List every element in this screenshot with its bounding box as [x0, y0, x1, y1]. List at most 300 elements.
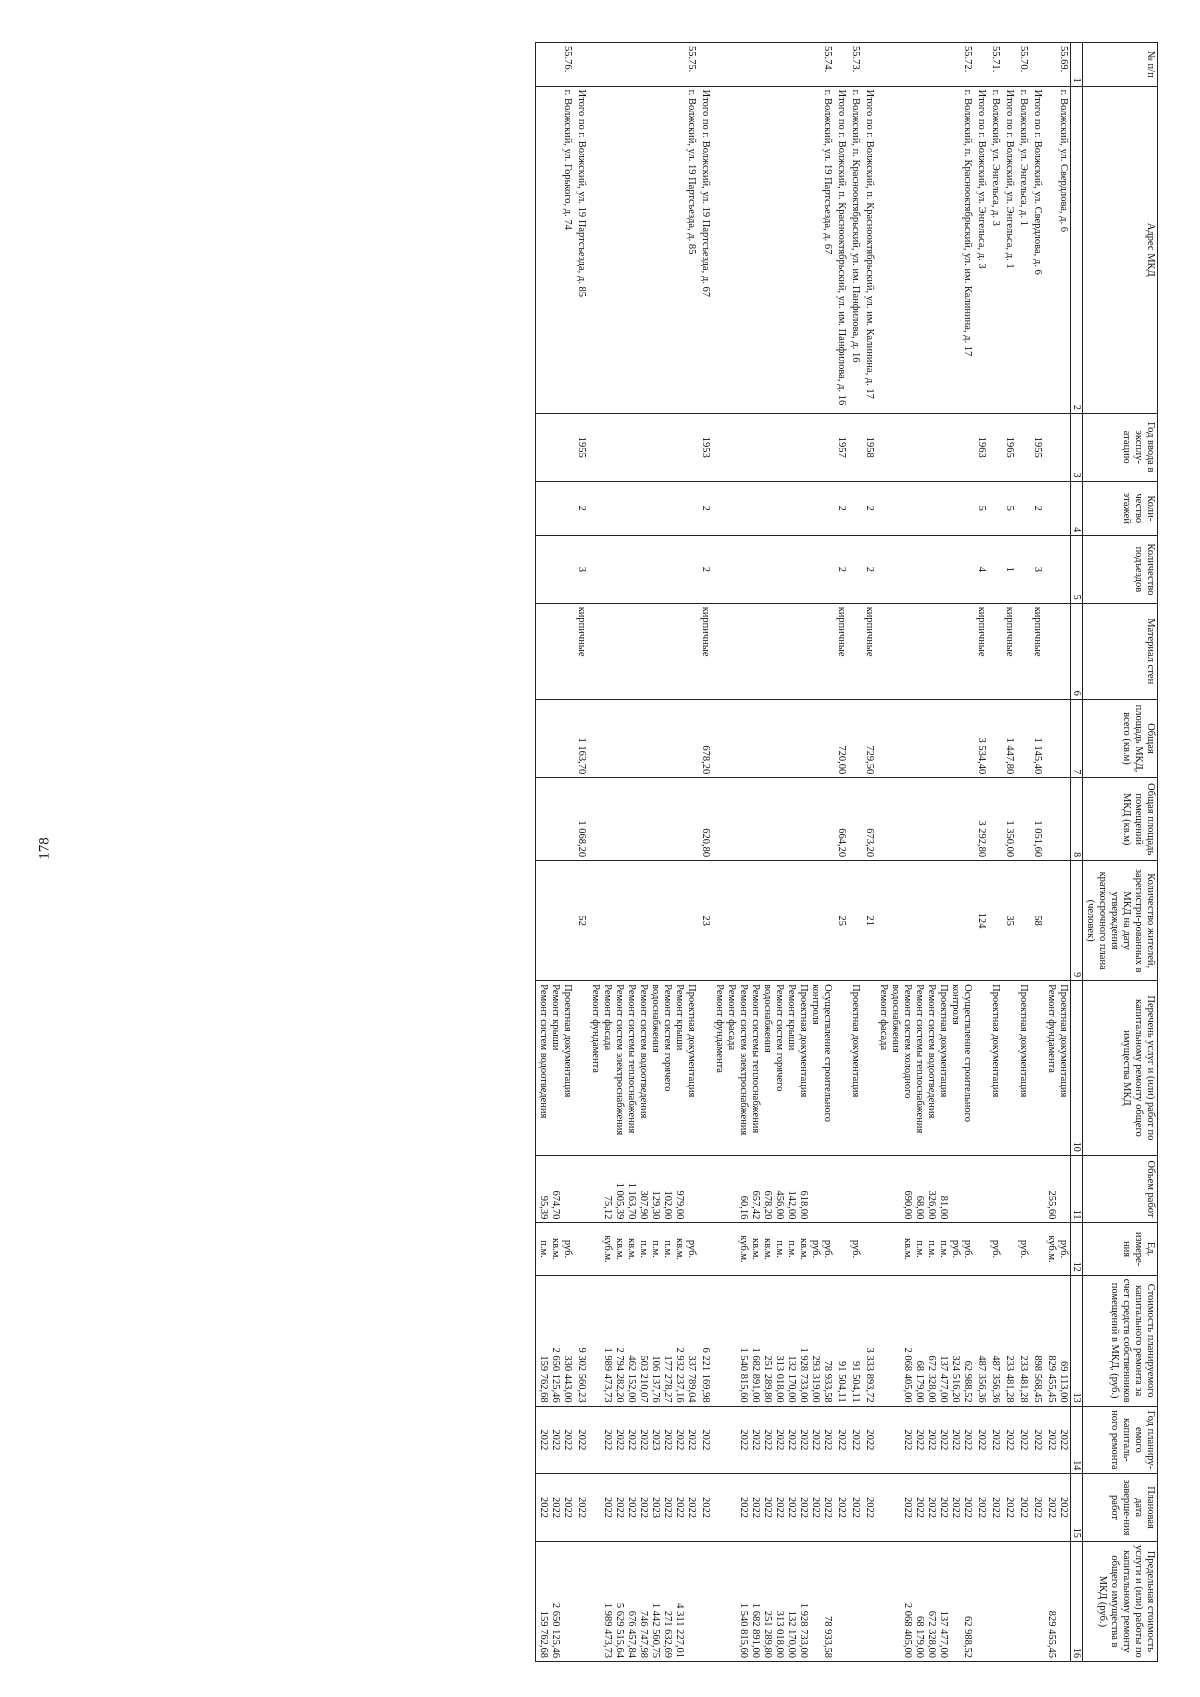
address-line: г. Волжский, ул. Энгельса, д. 3: [990, 89, 1001, 226]
works-list-line: Ремонт систем водоотведения: [538, 984, 549, 1119]
commission-year: 1953: [698, 413, 712, 481]
work-volume-line: 618,00: [798, 1190, 809, 1220]
row-number: [862, 43, 876, 87]
limit-cost-line: [1057, 1545, 1069, 1658]
completion-date-line: 2022: [626, 1497, 637, 1519]
completion-date-line: 2022: [938, 1497, 949, 1519]
work-volume: [876, 1155, 974, 1223]
total-area: 3 534,40: [974, 699, 988, 778]
row-number: 55.71.: [988, 43, 1002, 87]
planned-year: [876, 1406, 974, 1474]
limit-cost-line: 137 477,00: [938, 1610, 949, 1658]
rooms-area: 673,20: [862, 778, 876, 861]
address: [834, 86, 848, 413]
residents: 23: [698, 861, 712, 981]
unit-line: руб.: [810, 1239, 821, 1259]
work-volume-line: 979,00: [674, 1190, 685, 1220]
unit-line: кв.м.: [798, 1238, 809, 1260]
work-volume-line: [961, 1159, 973, 1220]
planned-year: [1016, 1406, 1030, 1474]
work-volume-line: 326,00: [926, 1190, 937, 1220]
planned-year: [588, 1406, 698, 1474]
limit-cost: [698, 1541, 712, 1661]
planned-year-line: 2022: [976, 1429, 987, 1451]
work-volume-line: 674,70: [550, 1190, 561, 1220]
work-volume: [974, 1155, 988, 1223]
address: [1044, 86, 1071, 413]
address: [988, 86, 1002, 413]
column-number: 14: [1071, 1406, 1083, 1474]
completion-date: [712, 1474, 834, 1542]
residents: [712, 861, 834, 981]
completion-date: [848, 1474, 862, 1542]
completion-date: [1016, 1474, 1030, 1542]
work-volume: [1002, 1155, 1016, 1223]
commission-year: [1016, 413, 1030, 481]
planned-year-line: 2022: [762, 1429, 773, 1451]
work-volume: [698, 1155, 712, 1223]
residents: 52: [574, 861, 588, 981]
column-number: 12: [1071, 1223, 1083, 1275]
work-volume-line: [949, 1159, 961, 1220]
completion-date: [536, 1474, 575, 1542]
planned-cost-line: 829 455,45: [1046, 1355, 1057, 1403]
limit-cost-line: 5 629 515,64: [614, 1602, 625, 1658]
total-area: 678,20: [698, 699, 712, 778]
wall-material: кирпичные: [1030, 603, 1044, 699]
unit-line: кв.м.: [750, 1238, 761, 1260]
planned-cost-line: 132 170,00: [786, 1355, 797, 1403]
limit-cost: [1016, 1541, 1030, 1661]
limit-cost-line: [1017, 1545, 1029, 1658]
unit: [834, 1223, 848, 1275]
planned-year-line: 2022: [638, 1429, 649, 1451]
rooms-area: [1016, 778, 1030, 861]
address: [1002, 86, 1016, 413]
unit-line: п.м.: [786, 1240, 797, 1258]
planned-cost-line: 1 682 891,00: [750, 1347, 761, 1403]
planned-cost-line: 69 113,00: [1058, 1360, 1069, 1403]
total-area: [536, 699, 575, 778]
planned-cost-line: 2 794 282,20: [614, 1347, 625, 1403]
rooms-area: [988, 778, 1002, 861]
work-volume-line: 81,00: [938, 1195, 949, 1220]
total-area: 729,50: [862, 699, 876, 778]
unit-line: п.м.: [926, 1240, 937, 1258]
planned-cost-line: 487 356,36: [976, 1355, 987, 1403]
planned-cost-line: 251 289,80: [762, 1355, 773, 1403]
completion-date: [698, 1474, 712, 1542]
planned-year: [848, 1406, 862, 1474]
completion-date: [1044, 1474, 1071, 1542]
limit-cost-line: 4 311 227,01: [674, 1603, 685, 1658]
completion-date-line: 2022: [1004, 1497, 1015, 1519]
column-header: Материал стен: [1083, 603, 1158, 699]
completion-date-line: 2022: [962, 1497, 973, 1519]
work-volume-line: [685, 1159, 697, 1220]
floors: [1016, 481, 1030, 536]
completion-date: [862, 1474, 876, 1542]
residents: [988, 861, 1002, 981]
column-header: Количество подъездов: [1083, 536, 1158, 604]
planned-year-line: 2022: [950, 1429, 961, 1451]
works-list-line: Проектная документация: [990, 984, 1001, 1098]
planned-year-line: 2023: [650, 1429, 661, 1451]
planned-cost-line: 106 137,76: [650, 1355, 661, 1403]
limit-cost-line: 2 650 125,46: [550, 1602, 561, 1658]
column-number: 2: [1071, 86, 1083, 413]
completion-date: [588, 1474, 698, 1542]
planned-cost-line: 487 356,36: [990, 1355, 1001, 1403]
unit-line: кв.м.: [902, 1238, 913, 1260]
planned-cost-line: 2 932 237,16: [674, 1347, 685, 1403]
planned-cost-line: 672 328,00: [926, 1355, 937, 1403]
address: [588, 86, 698, 413]
planned-year: [974, 1406, 988, 1474]
rooms-area: 620,80: [698, 778, 712, 861]
unit: [574, 1223, 588, 1275]
wall-material: кирпичные: [698, 603, 712, 699]
planned-cost-line: 503 210,07: [638, 1355, 649, 1403]
residents: [848, 861, 862, 981]
commission-year: [988, 413, 1002, 481]
table-row: [698, 43, 712, 1662]
entrances: 3: [1030, 536, 1044, 604]
column-number: 5: [1071, 536, 1083, 604]
unit-line: руб.: [1018, 1239, 1029, 1259]
works-list: [862, 981, 876, 1156]
planned-cost: [712, 1275, 834, 1406]
address-line: г. Волжский, п. Краснооктябрьский, ул. им. Калинина, д. 17: [962, 89, 973, 357]
works-list-line: Проектная документация: [562, 984, 573, 1098]
column-header: № п/п: [1083, 43, 1158, 87]
limit-cost: [834, 1541, 848, 1661]
planned-year-line: 2022: [1058, 1429, 1069, 1451]
works-list: [712, 981, 834, 1156]
floors: [1044, 481, 1071, 536]
limit-cost-line: 62 988,52: [962, 1616, 973, 1658]
work-volume: [574, 1155, 588, 1223]
column-header: Общая площадь МКД, всего (кв.м): [1083, 699, 1158, 778]
commission-year: 1965: [1002, 413, 1016, 481]
planned-year-line: 2022: [1004, 1429, 1015, 1451]
residents: [536, 861, 575, 981]
row-number: 55.75.: [588, 43, 698, 87]
unit-line: кв.м.: [614, 1238, 625, 1260]
table-row: [1016, 43, 1030, 1662]
planned-year-line: 2022: [864, 1429, 875, 1451]
unit-line: руб.: [1058, 1239, 1069, 1259]
floors: [536, 481, 575, 536]
row-number: 55.74.: [712, 43, 834, 87]
planned-year-line: 2022: [562, 1429, 573, 1451]
planned-cost-line: 62 988,52: [962, 1360, 973, 1403]
works-list-line: Ремонт систем электроснабжения: [614, 984, 625, 1136]
entrances: [536, 536, 575, 604]
work-volume-line: [809, 1159, 821, 1220]
completion-date-line: 2022: [836, 1497, 847, 1519]
column-header: Перечень услуг и (или) работ по капитальному ремонту общего имущества МКД: [1083, 981, 1158, 1156]
planned-cost-line: 137 477,00: [938, 1355, 949, 1403]
planned-year-line: 2022: [738, 1429, 749, 1451]
planned-cost-line: 462 152,00: [626, 1355, 637, 1403]
residents: [1044, 861, 1071, 981]
unit-line: руб.: [950, 1239, 961, 1259]
column-header: Год ввода в эксплу-атацию: [1083, 413, 1158, 481]
address: [536, 86, 575, 413]
entrances: 1: [1002, 536, 1016, 604]
total-area: [712, 699, 834, 778]
planned-year-line: 2022: [836, 1429, 847, 1451]
unit-line: кв.м.: [626, 1238, 637, 1260]
column-number: 15: [1071, 1474, 1083, 1542]
planned-cost-line: 3 333 893,72: [864, 1347, 875, 1403]
address-line: г. Волжский, ул. Свердлова, д. 6: [1058, 89, 1069, 233]
wall-material: [1016, 603, 1030, 699]
address-line: Итого по г. Волжский, ул. Энгельса, д. 1: [1004, 89, 1015, 269]
planned-cost: [536, 1275, 575, 1406]
completion-date-line: 2022: [700, 1497, 711, 1519]
total-area: 720,00: [834, 699, 848, 778]
works-list-line: Ремонт системы теплоснабжения: [626, 984, 637, 1134]
planned-year-line: 2022: [538, 1429, 549, 1451]
planned-year: [536, 1406, 575, 1474]
total-area: [1016, 699, 1030, 778]
table-row: [588, 43, 698, 1662]
work-volume-line: 678,20: [762, 1190, 773, 1220]
planned-cost: [1044, 1275, 1071, 1406]
works-list: [1030, 981, 1044, 1156]
planned-year: [574, 1406, 588, 1474]
unit-line: кв.м.: [762, 1238, 773, 1260]
work-volume-line: [1057, 1159, 1069, 1220]
column-number: 9: [1071, 861, 1083, 981]
planned-year-line: 2022: [750, 1429, 761, 1451]
planned-year-line: 2022: [602, 1429, 613, 1451]
row-number: 55.73.: [848, 43, 862, 87]
total-area: 1 163,70: [574, 699, 588, 778]
completion-date: [876, 1474, 974, 1542]
completion-date-line: 2022: [976, 1497, 987, 1519]
row-number: [974, 43, 988, 87]
table-body: [536, 43, 1071, 1662]
completion-date-line: 2022: [822, 1497, 833, 1519]
works-list-line: Ремонт фундамента: [1046, 984, 1057, 1073]
works-list: [588, 981, 698, 1156]
residents: 25: [834, 861, 848, 981]
planned-year: [988, 1406, 1002, 1474]
address: [712, 86, 834, 413]
address-line: Итого по г. Волжский, ул. Энгельса, д. 3: [976, 89, 987, 269]
wall-material: [876, 603, 974, 699]
floors: [848, 481, 862, 536]
column-header: Адрес МКД: [1083, 86, 1158, 413]
limit-cost-line: 1 682 891,00: [750, 1602, 761, 1658]
completion-date-line: 2022: [1032, 1497, 1043, 1519]
limit-cost-line: 271 632,69: [662, 1610, 673, 1658]
unit-line: руб.: [686, 1239, 697, 1259]
completion-date-line: 2022: [738, 1497, 749, 1519]
commission-year: [536, 413, 575, 481]
work-volume-line: 75,12: [602, 1195, 613, 1220]
residents: [876, 861, 974, 981]
planned-year-line: 2022: [914, 1429, 925, 1451]
table-row: [712, 43, 834, 1662]
floors: 2: [1030, 481, 1044, 536]
residents: 58: [1030, 861, 1044, 981]
commission-year: [848, 413, 862, 481]
column-header: Количество жителей, зарегистри-рованных в МКД на дату утверждения краткосрочного плана (человек): [1083, 861, 1158, 981]
works-list-line: Ремонт систем электроснабжения: [738, 984, 749, 1136]
row-number: 55.69.: [1044, 43, 1071, 87]
total-area: 1 447,80: [1002, 699, 1016, 778]
limit-cost-line: 78 933,58: [822, 1616, 833, 1658]
limit-cost-line: 68 179,00: [914, 1616, 925, 1658]
work-volume: [588, 1155, 698, 1223]
entrances: 2: [698, 536, 712, 604]
planned-year-line: 2022: [926, 1429, 937, 1451]
planned-cost-line: 91 504,11: [850, 1360, 861, 1403]
column-number: 10: [1071, 981, 1083, 1156]
planned-cost-line: 330 443,00: [562, 1355, 573, 1403]
completion-date-line: 2022: [990, 1497, 1001, 1519]
total-area: [588, 699, 698, 778]
residents: [1016, 861, 1030, 981]
commission-year: [712, 413, 834, 481]
floors: 2: [698, 481, 712, 536]
planned-cost: [574, 1275, 588, 1406]
planned-year: [1044, 1406, 1071, 1474]
limit-cost-line: 1 540 815,60: [738, 1602, 749, 1658]
work-volume-line: 142,00: [786, 1190, 797, 1220]
limit-cost-line: 1 442 560,75: [650, 1602, 661, 1658]
planned-year-line: 2022: [990, 1429, 1001, 1451]
limit-cost-line: 313 018,00: [774, 1610, 785, 1658]
entrances: [712, 536, 834, 604]
address-line: г. Волжский, ул. 19 Партсъезда, д. 67: [822, 89, 833, 255]
planned-year: [698, 1406, 712, 1474]
limit-cost: [1030, 1541, 1044, 1661]
wall-material: кирпичные: [574, 603, 588, 699]
table-row: [1044, 43, 1071, 1662]
works-list-line: Проектная документация: [1018, 984, 1029, 1098]
planned-cost-line: 1 989 473,73: [602, 1347, 613, 1403]
table-row: [1030, 43, 1044, 1662]
works-list: [1002, 981, 1016, 1156]
planned-year-line: 2022: [576, 1429, 587, 1451]
column-number: 16: [1071, 1541, 1083, 1661]
completion-date: [1002, 1474, 1016, 1542]
unit: [712, 1223, 834, 1275]
works-list-line: Ремонт крыши: [550, 984, 561, 1051]
address-line: г. Волжский, ул. Горького, д. 74: [562, 89, 573, 230]
row-number: [834, 43, 848, 87]
limit-cost-line: 159 762,68: [538, 1610, 549, 1658]
table-row: [862, 43, 876, 1662]
limit-cost: [988, 1541, 1002, 1661]
planned-cost: [988, 1275, 1002, 1406]
total-area: [848, 699, 862, 778]
entrances: 4: [974, 536, 988, 604]
completion-date-line: 2022: [1018, 1497, 1029, 1519]
completion-date-line: 2023: [650, 1497, 661, 1519]
residents: 21: [862, 861, 876, 981]
limit-cost-line: 676 457,84: [626, 1610, 637, 1658]
works-list-line: Ремонт фасада: [726, 984, 737, 1051]
completion-date-line: 2022: [1046, 1497, 1057, 1519]
planned-cost: [698, 1275, 712, 1406]
works-list: [834, 981, 848, 1156]
unit-line: п.м.: [650, 1240, 661, 1258]
commission-year: [1044, 413, 1071, 481]
work-volume-line: 60,16: [738, 1195, 749, 1220]
row-number: 55.76.: [536, 43, 575, 87]
floors: 5: [1002, 481, 1016, 536]
completion-date-line: 2022: [950, 1497, 961, 1519]
works-list-line: Ремонт систем водоотведения: [638, 984, 649, 1119]
planned-year-line: 2022: [850, 1429, 861, 1451]
floors: 5: [974, 481, 988, 536]
entrances: [1044, 536, 1071, 604]
limit-cost: [536, 1541, 575, 1661]
limit-cost-line: 2 068 405,00: [902, 1602, 913, 1658]
limit-cost-line: [949, 1545, 961, 1658]
completion-date-line: 2022: [550, 1497, 561, 1519]
address-line: г. Волжский, п. Краснооктябрьский, ул. им. Панфилова, д. 16: [850, 89, 861, 363]
planned-cost: [974, 1275, 988, 1406]
works-list-line: Проектная документация: [1058, 984, 1069, 1098]
planned-year: [1030, 1406, 1044, 1474]
table-header-row: [1083, 43, 1158, 1662]
wall-material: [536, 603, 575, 699]
works-list: [698, 981, 712, 1156]
work-volume: [848, 1155, 862, 1223]
completion-date: [574, 1474, 588, 1542]
planned-cost: [1030, 1275, 1044, 1406]
column-header: Год планиру-емого капиталь-ного ремонта: [1083, 1406, 1158, 1474]
address-line: Итого по г. Волжский, ул. Свердлова, д. 6: [1032, 89, 1043, 275]
rooms-area: 1 051,60: [1030, 778, 1044, 861]
unit-line: руб.: [822, 1239, 833, 1259]
works-list: [988, 981, 1002, 1156]
floors: 2: [574, 481, 588, 536]
column-number: 4: [1071, 481, 1083, 536]
works-list: [1016, 981, 1030, 1156]
planned-cost-line: 78 933,58: [822, 1360, 833, 1403]
rooms-area: [712, 778, 834, 861]
limit-cost-line: 1 989 473,73: [602, 1602, 613, 1658]
planned-cost-line: 233 481,28: [1004, 1355, 1015, 1403]
limit-cost-line: [685, 1545, 697, 1658]
rooms-area: [536, 778, 575, 861]
floors: [876, 481, 974, 536]
rooms-area: 1 350,00: [1002, 778, 1016, 861]
unit: [988, 1223, 1002, 1275]
completion-date: [1030, 1474, 1044, 1542]
unit-line: куб.м.: [1046, 1235, 1057, 1263]
total-area: [1044, 699, 1071, 778]
unit-line: п.м.: [774, 1240, 785, 1258]
capital-repair-table: [535, 42, 1158, 1662]
total-area: [876, 699, 974, 778]
address: [1016, 86, 1030, 413]
limit-cost: [974, 1541, 988, 1661]
limit-cost: [574, 1541, 588, 1661]
column-number: 6: [1071, 603, 1083, 699]
planned-cost: [848, 1275, 862, 1406]
work-volume-line: 456,00: [774, 1190, 785, 1220]
works-list-line: Ремонт систем горячего водоснабжения: [650, 984, 673, 1092]
